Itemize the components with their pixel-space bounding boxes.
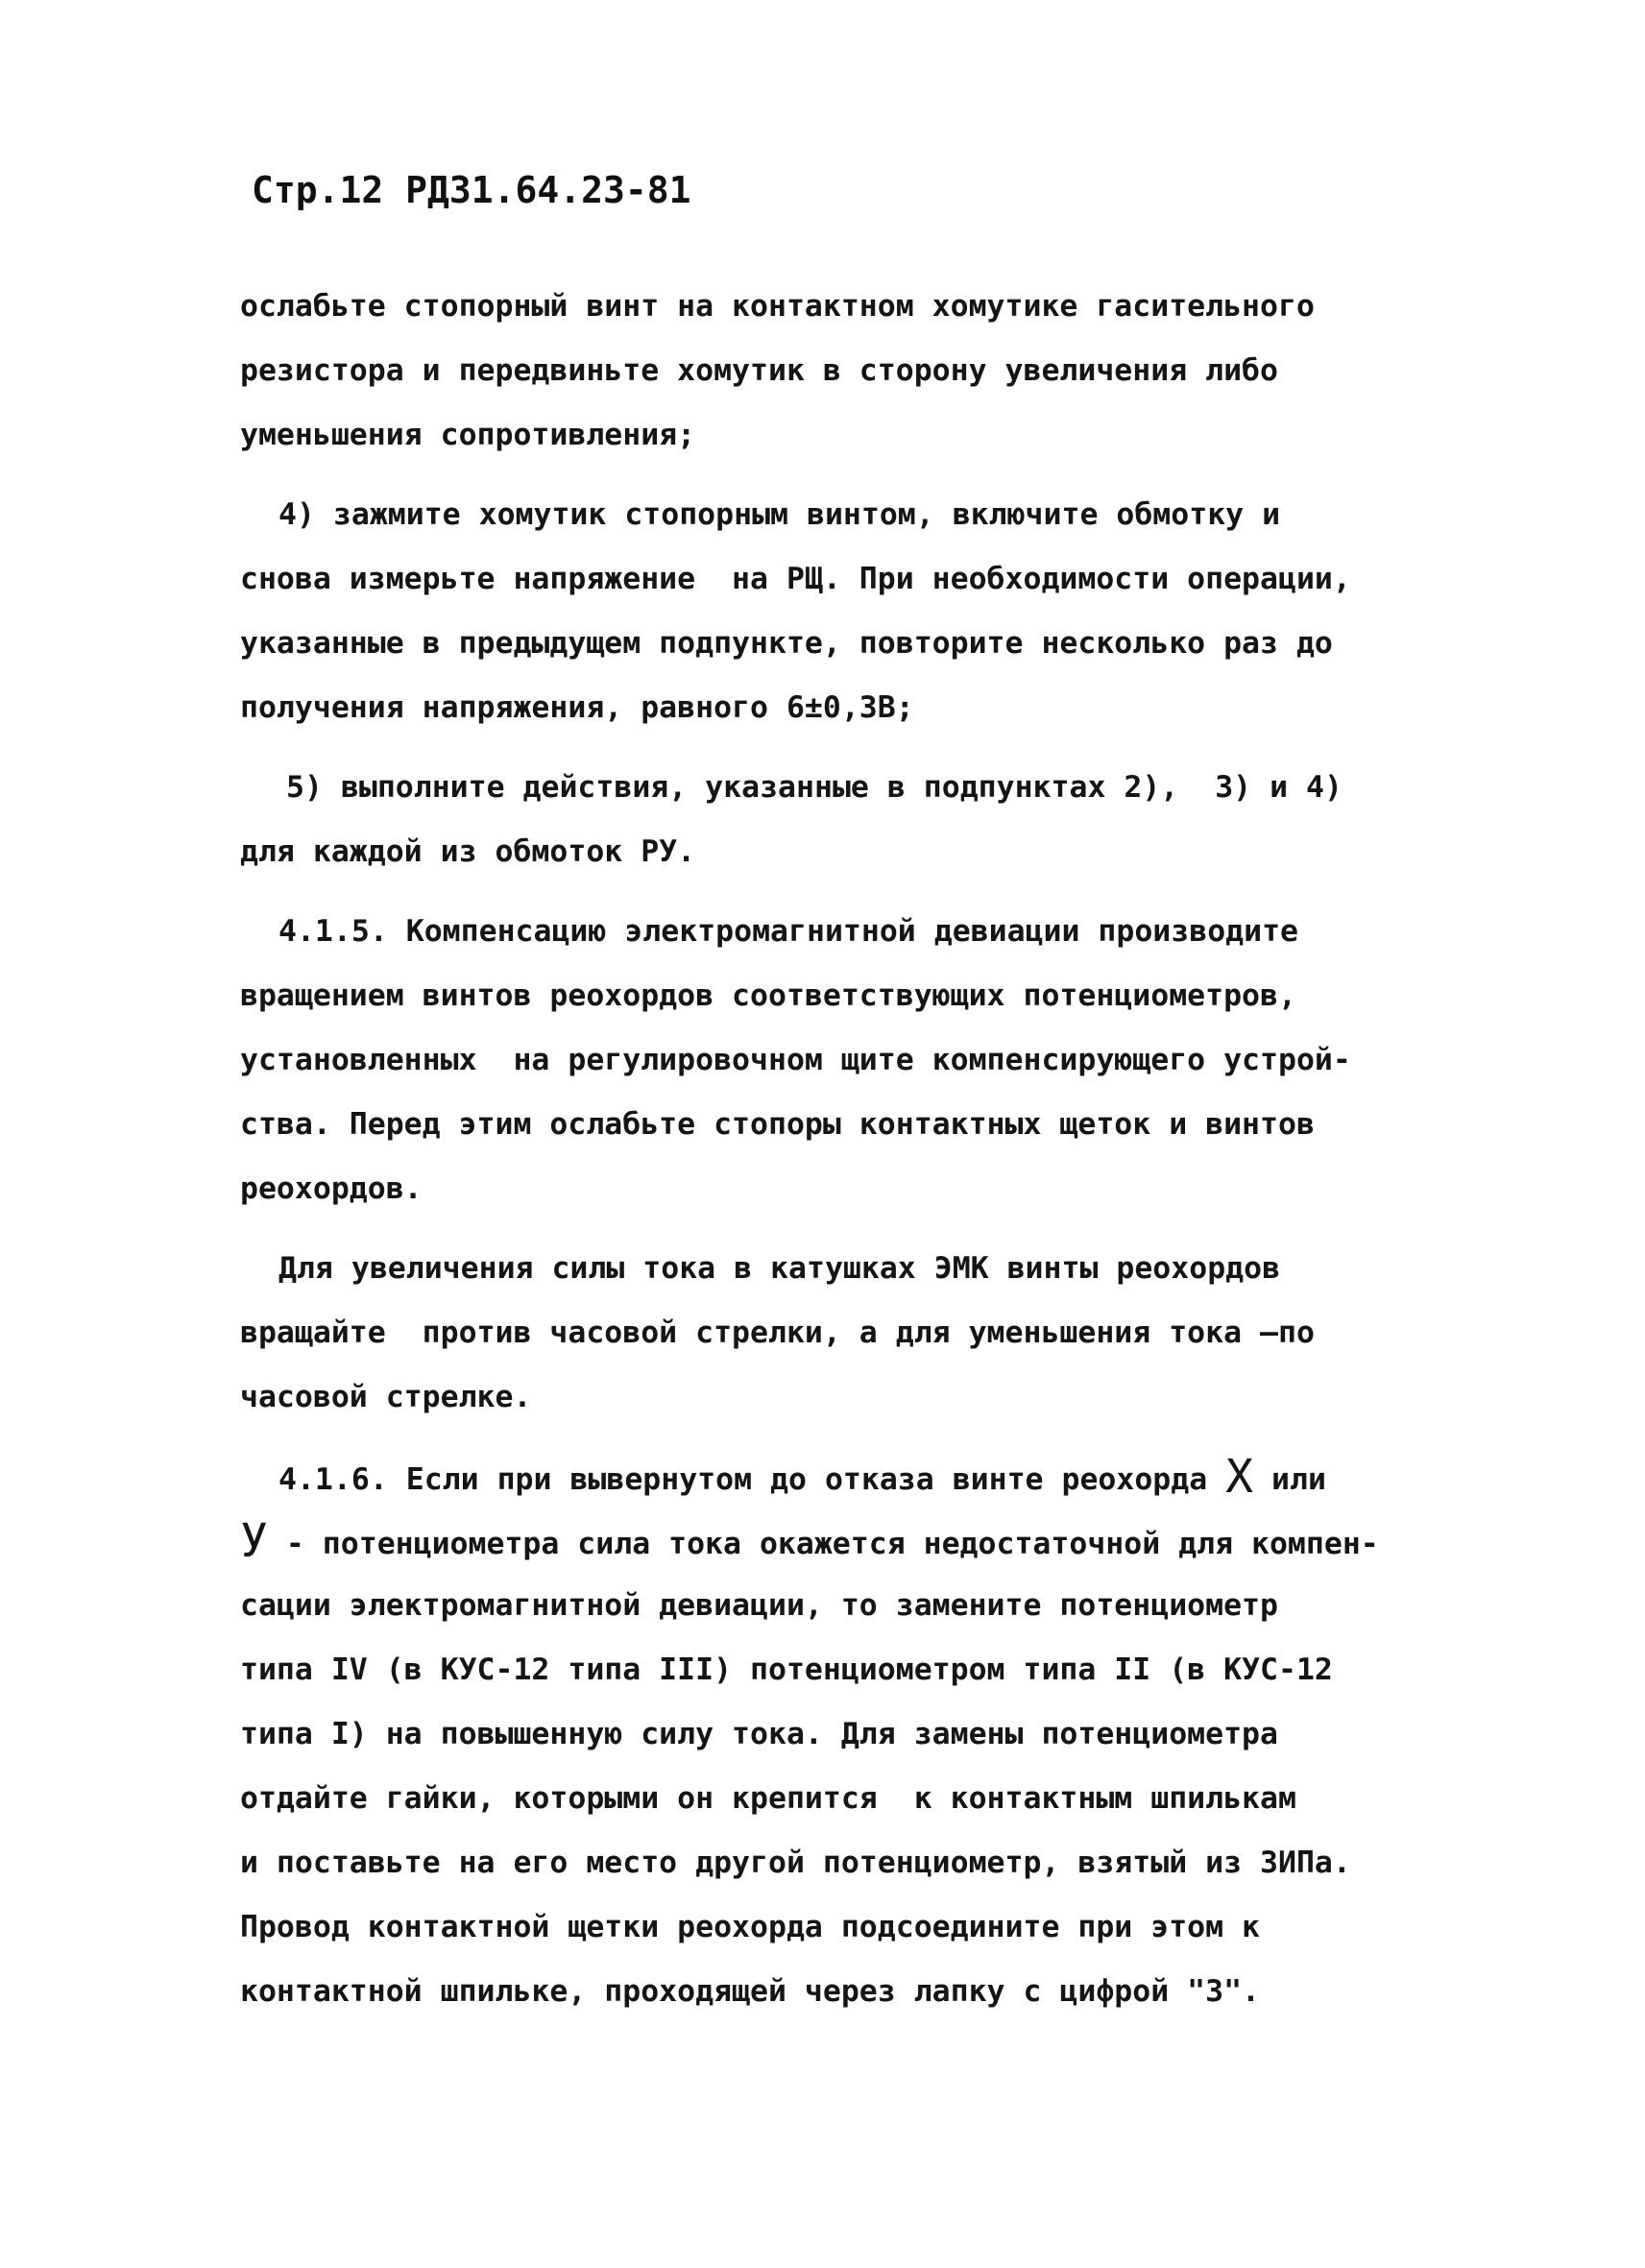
text-line: получения напряжения, равного 6±0,3В; [240,690,914,725]
text-line: типа IV (в КУС-12 типа III) потенциометром типа II (в КУС-12 [240,1653,1333,1687]
text-line: вращайте против часовой стрелки, а для уменьшения тока —по [240,1315,1315,1350]
text-line: сации электромагнитной девиации, то замените потенциометр [240,1588,1278,1623]
text-line: указанные в предыдущем подпункте, повторите несколько раз до [240,626,1333,661]
paragraph-section-4-1-5 [240,900,1440,1221]
text-line: уменьшения сопротивления; [240,418,696,452]
paragraph-3 [240,756,1440,884]
text-line: Для увеличения силы тока в катушках ЭМК винты реохордов [278,1251,1281,1286]
paragraph-1 [240,275,1440,468]
symbol-y: У [240,1514,268,1568]
paragraph-5 [240,1237,1440,1430]
text-segment: 4.1.6. Если при вывернутом до отказа винте реохорда [278,1462,1226,1497]
paragraph-2 [240,483,1440,740]
document-body [240,275,1440,2024]
text-segment: - потенциометра сила тока окажется недостаточной для компен- [267,1527,1379,1561]
text-line: 5) выполните действия, указанные в подпунктах 2), 3) и 4) [286,770,1343,805]
text-line: ослабьте стопорный винт на контактном хомутике гасительного [240,289,1315,324]
text-line: реохордов. [240,1171,423,1206]
text-line: часовой стрелке. [240,1380,532,1414]
text-line: контактной шпильке, проходящей через лапку с цифрой "3". [240,1974,1261,2009]
text-line-with-symbol [240,1509,1440,1574]
text-line: резистора и передвиньте хомутик в сторону увеличения либо [240,353,1278,388]
symbol-x: X [1225,1450,1254,1504]
paragraph-section-4-1-6 [240,1445,1440,2024]
text-line: вращением винтов реохордов соответствующих потенциометров, [240,978,1296,1013]
text-segment: или [1253,1462,1326,1497]
text-line: 4.1.5. Компенсацию электромагнитной девиации производите [278,914,1299,949]
text-line: установленных на регулировочном щите компенсирующего устрой- [240,1043,1351,1077]
text-line: Провод контактной щетки реохорда подсоедините при этом к [240,1910,1261,1944]
text-line: для каждой из обмоток РУ. [240,834,696,869]
page-header: Стр.12 РД31.64.23-81 [252,169,691,211]
text-line-with-symbol [240,1445,1440,1509]
text-line: снова измерьте напряжение на РЩ. При необходимости операции, [240,562,1351,596]
text-line: 4) зажмите хомутик стопорным винтом, включите обмотку и [278,497,1281,532]
text-line: отдайте гайки, которыми он крепится к контактным шпилькам [240,1781,1296,1816]
text-line: и поставьте на его место другой потенциометр, взятый из ЗИПа. [240,1846,1351,1880]
text-line: ства. Перед этим ослабьте стопоры контактных щеток и винтов [240,1107,1315,1142]
text-line: типа I) на повышенную силу тока. Для замены потенциометра [240,1717,1278,1751]
